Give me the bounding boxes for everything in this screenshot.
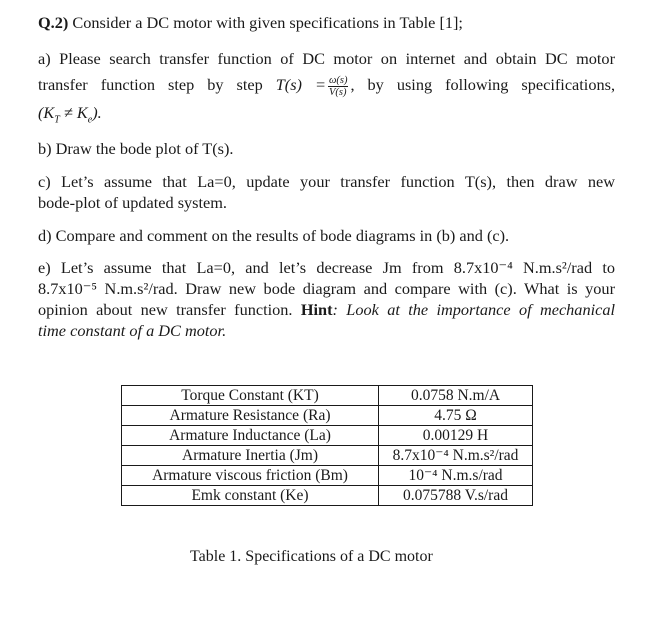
part-e-line-1: e) Let’s assume that La=0, and let’s decrease Jm from 8.7x10⁻⁴ N.m.s²/rad to (38, 258, 615, 277)
kt-open: (K (38, 103, 55, 122)
transfer-function-symbol: T(s) = (275, 75, 326, 95)
ke-subscript: e (87, 114, 93, 126)
part-e-line-3 (38, 300, 615, 320)
spec-label: Torque Constant (KT) (122, 386, 379, 406)
part-a-text: transfer function step by step (38, 75, 276, 95)
spec-value: 0.00129 H (379, 426, 533, 446)
part-c-line-1: c) Let’s assume that La=0, update your transfer function T(s), then draw new (38, 172, 615, 191)
part-a-line-1: a) Please search transfer function of DC motor on internet and obtain DC motor (38, 49, 615, 68)
part-e-line-2: 8.7x10⁻⁵ N.m.s²/rad. Draw new bode diagram and compare with (c). What is your (38, 279, 615, 298)
spec-label: Armature viscous friction (Bm) (122, 466, 379, 486)
hint-label: Hint (300, 300, 333, 319)
table-row (122, 446, 533, 466)
part-a-line-2 (38, 75, 615, 98)
spec-label: Armature Inertia (Jm) (122, 446, 379, 466)
table-row (122, 406, 533, 426)
hint-text: : Look at the importance of mechanical (332, 300, 616, 319)
fraction-numerator: ω(s) (328, 75, 348, 86)
part-a-suffix: , by using following specifications, (350, 75, 616, 95)
specifications-table (121, 385, 533, 506)
spec-label: Armature Resistance (Ra) (122, 406, 379, 426)
part-e-line-4: time constant of a DC motor. (38, 321, 227, 340)
spec-value: 0.075788 V.s/rad (379, 486, 533, 506)
part-a-line-3 (38, 103, 102, 126)
table-caption: Table 1. Specifications of a DC motor (190, 548, 433, 565)
transfer-function-fraction (328, 75, 349, 98)
not-equal-ke: ≠ K (59, 103, 88, 122)
kt-subscript: T (54, 114, 60, 126)
table-row (122, 426, 533, 446)
spec-value: 0.0758 N.m/A (379, 386, 533, 406)
spec-value: 4.75 Ω (379, 406, 533, 426)
part-d: d) Compare and comment on the results of bode diagrams in (b) and (c). (38, 226, 510, 245)
spec-label: Emk constant (Ke) (122, 486, 379, 506)
question-heading (38, 13, 463, 33)
ke-close: ). (92, 103, 102, 122)
table-row (122, 466, 533, 486)
table-row (122, 486, 533, 506)
spec-value: 8.7x10⁻⁴ N.m.s²/rad (379, 446, 533, 466)
spec-label: Armature Inductance (La) (122, 426, 379, 446)
fraction-denominator: V(s) (328, 87, 347, 98)
part-e-opinion: opinion about new transfer function. (38, 300, 301, 319)
table-row (122, 386, 533, 406)
question-label: Q.2) (38, 13, 69, 32)
part-b: b) Draw the bode plot of T(s). (38, 139, 234, 158)
part-c-line-2: bode-plot of updated system. (38, 193, 228, 212)
spec-value: 10⁻⁴ N.m.s/rad (379, 466, 533, 486)
question-intro: Consider a DC motor with given specifications in Table [1]; (68, 13, 463, 32)
